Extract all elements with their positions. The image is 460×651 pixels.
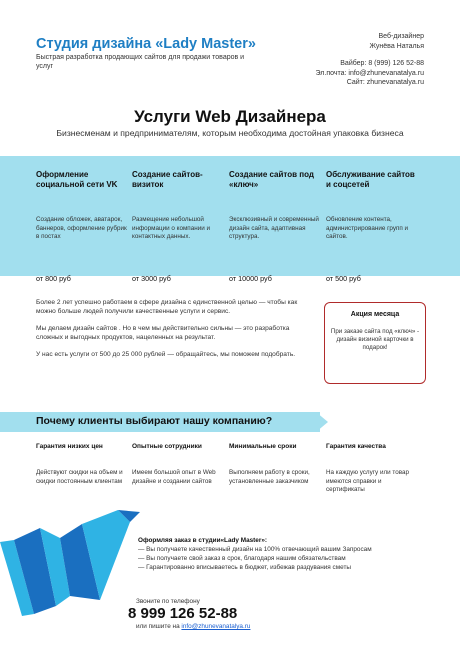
email-link[interactable]: info@zhunevanatalya.ru (181, 623, 251, 630)
phone-number[interactable]: 8 999 126 52-88 (128, 605, 238, 622)
service-description: Создание обложек, аватарок, баннеров, оформление рубрик в постах (36, 216, 127, 240)
reason-experienced-staff (132, 443, 226, 485)
about-paragraph: У нас есть услуги от 500 до 25 000 рублей — обращайтесь, мы поможем подобрать. (36, 351, 296, 358)
service-price: от 10000 руб (229, 274, 272, 283)
about-text (36, 298, 306, 367)
contact-site[interactable]: Сайт: zhunevanatalya.ru (346, 79, 424, 86)
service-title: Создание сайтов под «ключ» (229, 170, 314, 189)
reason-title: Минимальные сроки (229, 443, 297, 450)
order-benefit-item: — Гарантированно вписываетесь в бюджет, избежав раздувания сметы (138, 564, 351, 571)
services-band (0, 156, 460, 283)
promo-title: Акция месяца (350, 311, 400, 318)
reason-min-deadlines (229, 443, 323, 485)
service-price: от 500 руб (326, 274, 361, 283)
reason-low-prices (36, 443, 130, 485)
promo-box (324, 302, 426, 384)
service-description: Размещение небольшой информации о компании и контактных данных. (132, 216, 211, 240)
reason-description: Имеем большой опыт в Web дизайне и создании сайтов (132, 469, 216, 485)
order-benefit-item: — Вы получаете качественный дизайн на 100% отвечающий вашим Запросам (138, 546, 372, 553)
call-label: Звоните по телефону (136, 598, 200, 605)
mail-line (128, 623, 288, 630)
contact-block (315, 32, 424, 88)
contact-viber: Вайбер: 8 (999) 126 52-88 (340, 60, 424, 67)
why-banner-arrow (316, 412, 328, 432)
service-title: Оформление социальной сети VK (36, 170, 118, 189)
service-card-turnkey (229, 170, 323, 283)
reason-title: Гарантия качества (326, 443, 386, 450)
about-paragraph: Мы делаем дизайн сайтов . Но в чем мы действительно сильны — это разработка сложных и выгодных продуктов, нацеленных на результат. (36, 325, 290, 341)
brand-title: Студия дизайна «Lady Master» (36, 36, 256, 52)
reason-description: На каждую услугу или товар имеются справки и сертификаты (326, 469, 409, 493)
order-title: Оформляя заказ в студии«Lady Master»: (138, 537, 268, 544)
contact-name: Жунёва Наталья (369, 42, 424, 50)
hero-title: Услуги Web Дизайнера (134, 107, 326, 126)
about-paragraph: Более 2 лет успешно работаем в сфере дизайна с единственной целью — чтобы как можно больше людей получили качественные услуги и сервис. (36, 299, 298, 315)
contact-role: Веб-дизайнер (378, 33, 424, 40)
service-title: Обслуживание сайтов и соцсетей (326, 170, 415, 189)
service-description: Эксклюзивный и современный дизайн сайта, адаптивная структура. (229, 216, 319, 240)
why-title: Почему клиенты выбирают нашу компанию? (36, 415, 273, 427)
service-title: Создание сайтов-визиток (132, 170, 203, 189)
service-description: Обновление контента, администрирование групп и сайтов. (326, 216, 409, 240)
service-card-vk (36, 170, 130, 283)
service-price: от 3000 руб (132, 274, 171, 283)
reason-title: Гарантия низких цен (36, 443, 103, 450)
w-logo-icon (0, 510, 140, 620)
service-price: от 800 руб (36, 274, 71, 283)
mail-prefix: или пишите на (136, 623, 180, 630)
service-card-maintenance (326, 170, 420, 283)
call-block (128, 598, 288, 630)
service-card-landing (132, 170, 226, 283)
promo-text: При заказе сайта под «ключ» - дизайн визиной карточки в подарок! (330, 328, 420, 351)
order-benefit-item: — Вы получаете свой заказ в срок, благодаря нашим обязательствам (138, 555, 346, 562)
reason-quality (326, 443, 420, 493)
order-benefits (138, 536, 438, 572)
reason-description: Выполняем работу в сроки, установленные заказчиком (229, 469, 310, 485)
page-header (0, 0, 460, 100)
reason-title: Опытные сотрудники (132, 443, 202, 450)
contact-email[interactable]: Эл.почта: info@zhunevanatalya.ru (315, 69, 424, 77)
reason-description: Действуют скидки на объем и скидки постоянным клиентам (36, 469, 123, 485)
brand-subtitle: Быстрая разработка продающих сайтов для продажи товаров и услуг (36, 54, 245, 70)
hero-subtitle: Бизнесменам и предпринимателям, которым необходима достойная упаковка бизнеса (56, 128, 404, 138)
